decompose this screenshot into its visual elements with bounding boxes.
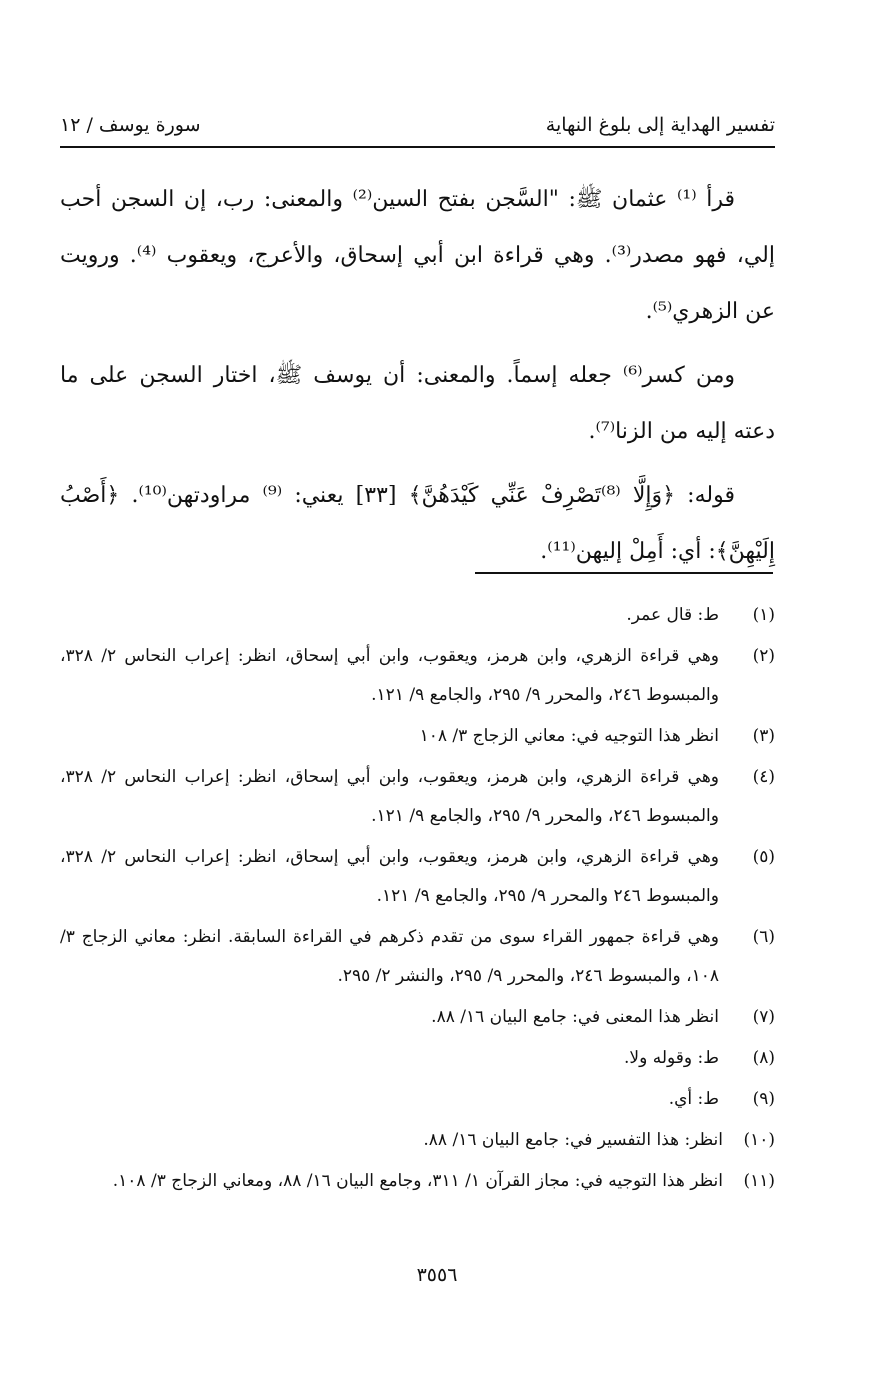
- footnote-text: انظر: هذا التفسير في: جامع البيان ١٦/ ٨٨.: [423, 1130, 723, 1150]
- footnote-text: وهي قراءة الزهري، وابن هرمز، ويعقوب، وابن أبي إسحاق، انظر: إعراب النحاس ٢/ ٣٢٨، والمبسوط ٢٤٦ والمحرر ٩/ ٢٩٥، والجامع ٩/ ١٢١.: [60, 847, 719, 906]
- footnote-number: (٧): [752, 1007, 775, 1027]
- footnote: [60, 596, 775, 635]
- footnote-text: ط: وقوله ولا.: [624, 1048, 719, 1068]
- paragraph: ومن كسر⁽⁶⁾ جعله إسماً. والمعنى: أن يوسف ﷺ، اختار السجن على ما دعته إليه من الزنا⁽⁷⁾.: [60, 363, 775, 444]
- book-title: تفسير الهداية إلى بلوغ النهاية: [545, 114, 775, 136]
- paragraph: قوله: ﴿وَإِلَّا ⁽⁸⁾تَصْرِفْ عَنِّي كَيْدَهُنَّ﴾ [٣٣] يعني: ⁽⁹⁾ مراودتهن⁽¹⁰⁾. ﴿أَصْبُ إِلَيْهِنَّ﴾: أي: أَمِلْ إليهن⁽¹¹⁾.: [60, 483, 775, 564]
- footnote-number: (١٠): [743, 1130, 775, 1150]
- footnote-text: وهي قراءة الزهري، وابن هرمز، ويعقوب، وابن أبي إسحاق، انظر: إعراب النحاس ٢/ ٣٢٨، والمبسوط ٢٤٦، والمحرر ٩/ ٢٩٥، والجامع ٩/ ١٢١.: [60, 767, 719, 826]
- page-number: ٣٥٥٦: [416, 1264, 458, 1286]
- footnote-divider: [475, 572, 773, 574]
- section-title: سورة يوسف / ١٢: [60, 114, 201, 136]
- footnote: [60, 717, 775, 756]
- footnote-number: (٩): [752, 1089, 775, 1109]
- footnote: [60, 1039, 775, 1078]
- paragraph: قرأ ⁽¹⁾ عثمان ﷺ: "السَّجن بفتح السين⁽²⁾ والمعنى: رب، إن السجن أحب إلي، فهو مصدر⁽³⁾. وهي قراءة ابن أبي إسحاق، والأعرج، ويعقوب ⁽⁴⁾. ورويت عن الزهري⁽⁵⁾.: [60, 187, 775, 324]
- footnotes: [60, 596, 775, 1203]
- footnote: [60, 637, 775, 715]
- footnote: [60, 1162, 775, 1201]
- footnote: [60, 838, 775, 916]
- footnote-number: (٤): [752, 767, 775, 787]
- footnote: [60, 1121, 775, 1160]
- footnote-number: (٥): [752, 847, 775, 867]
- footnote: [60, 758, 775, 836]
- main-text: [60, 172, 775, 588]
- footnote: [60, 998, 775, 1037]
- footnote-text: ط: أي.: [668, 1089, 719, 1109]
- footnote-number: (٨): [752, 1048, 775, 1068]
- footnote-text: انظر هذا التوجيه في: مجاز القرآن ١/ ٣١١، وجامع البيان ١٦/ ٨٨، ومعاني الزجاج ٣/ ١٠٨.: [112, 1171, 723, 1191]
- running-header: [60, 110, 775, 148]
- footnote-text: انظر هذا المعنى في: جامع البيان ١٦/ ٨٨.: [431, 1007, 719, 1027]
- footnote: [60, 1080, 775, 1119]
- footnote-number: (١): [752, 605, 775, 625]
- footnote-text: وهي قراءة الزهري، وابن هرمز، ويعقوب، وابن أبي إسحاق، انظر: إعراب النحاس ٢/ ٣٢٨، والمبسوط ٢٤٦، والمحرر ٩/ ٢٩٥، والجامع ٩/ ١٢١.: [60, 646, 719, 705]
- footnote: [60, 918, 775, 996]
- footnote-text: وهي قراءة جمهور القراء سوى من تقدم ذكرهم في القراءة السابقة. انظر: معاني الزجاج ٣/ ١٠٨، والمبسوط ٢٤٦، والمحرر ٩/ ٢٩٥، والنشر ٢/ ٢٩٥.: [60, 927, 719, 986]
- footnote-number: (٣): [752, 726, 775, 746]
- footnote-text: ط: قال عمر.: [626, 605, 719, 625]
- footnote-number: (١١): [743, 1171, 775, 1191]
- footnote-number: (٦): [752, 927, 775, 947]
- footnote-number: (٢): [752, 646, 775, 666]
- footnote-text: انظر هذا التوجيه في: معاني الزجاج ٣/ ١٠٨: [419, 726, 719, 746]
